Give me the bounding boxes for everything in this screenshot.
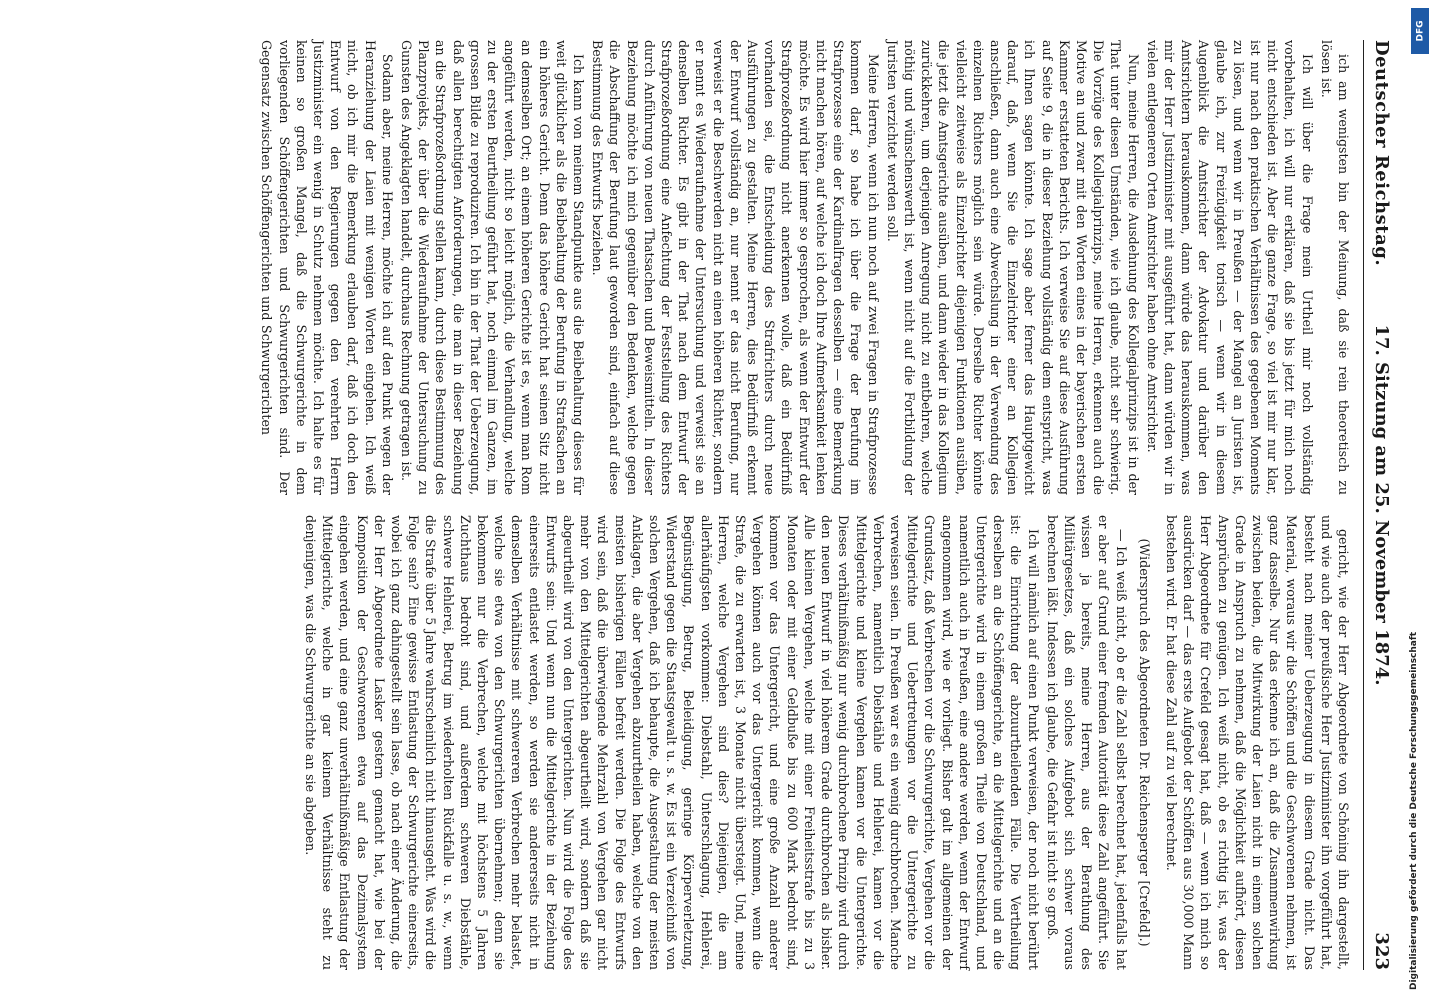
digitization-credit: Digitalisierung gefördert durch die Deutsche Forschungsgemeinschaft: [1409, 631, 1419, 990]
paragraph: — Ich weiß nicht, ob er die Zahl selbst berechnet hat, jedenfalls hat er aber auf Grund einer fremden Autorität diese Zahl angeführt. Sie wissen ja bereits, meine Herren, aus der Berathung des Militärgesetzes, daß ein solches Aufgebot sich schwer voraus berechnen läßt. Indessen ich glaube, die Gefahr ist nicht so groß.: [1044, 515, 1129, 970]
dfg-logo-text: DFG: [1415, 20, 1426, 42]
paragraph: ich am wenigsten bin der Meinung, daß sie rein theoretisch zu lösen ist.: [1318, 40, 1351, 495]
paragraph: Sodann aber, meine Herren, möchte ich auf den Punkt wegen der Heranziehung der Laien mit wenigen Worten eingehen. Ich weiß nicht, ob ich mir die Bemerkung erlauben darf, daß ich doch den Entwurf von den Regierungen gegen den verehrten Herrn Justizminister ein wenig in Schutz nehmen möchte. Ich halte es für keinen so großen Mangel, daß die Schwurgerichte in dem vorliegenden Schöffengerichten und Schwurgerichten sind. Der Gegensatz zwischen Schöffengerichten und Schwurgerichten: [259, 40, 395, 495]
right-column: [302, 515, 1352, 970]
paragraph: Nun, meine Herren, die Ausdehnung des Kollegialprinzips ist in der That unter diesen Umständen, wie ich glaube, nicht sehr schwierig. Die Vorzüge des Kollegialprinzips, meine Herren, erkennen auch die Motive an und zwar mit den Worten eines in der bayerischen ersten Kammer erstatteten Berichts. Ich verweise Sie auf diese Ausführung auf Seite 9, die in dieser Beziehung vollständig dem entspricht, was ich Ihnen sagen könnte. Ich sage aber ferner das Hauptgewicht darauf, daß, wenn Sie die Einzelrichter einer an Kollegien anschließen, dann auch eine Abwechslung in der Verwendung des einzelnen Richters möglich sein würde. Derselbe Richter könnte vielleicht zeitweise als Einzelrichter diejenigen Funktionen ausüben, die jetzt die Amtsgerichte ausüben, und dann wieder in das Kollegium zurückkehren, um derjenigen Anregung nicht zu entbehren, welche nöthig und wünschenswerth ist, wenn nicht auf die Fortbildung der Juristen verzichtet werden soll.: [884, 40, 1141, 495]
digitization-margin: [1385, 0, 1425, 1000]
paragraph: Ich will über die Frage mein Urtheil mir noch vollständig vorbehalten, ich will nur erklären, daß sie bis jetzt für mich noch nicht entschieden ist. Aber die ganze Frage, so viel ist mir nur klar, ist nur nach den praktischen Verhältnissen des gegebenen Moments zu lösen, und wenn wir in Preußen — der Mangel an Juristen ist, glaube ich, zur Freizügigkeit torisch — wenn wir in diesem Augenblick die Amtsrichter der Advokatur und darüber den Amtsrichtern herauskommen, dann würde das herauskommen, was mir der Herr Justizminister mit ausgeführt hat, dann würden wir in vielen entlegeneren Orten Amtsrichter haben ohne Amtsrichter.: [1144, 40, 1315, 495]
paragraph: Ich will nämlich auf einen Punkt verweisen, der noch nicht berührt ist: die Einrichtung der abzuurtheilenden Fälle. Die Vertheilung derselben an die Schöffengerichte, an die Mittelgerichte und an die Untergerichte wird in einem großen Theile von Deutschland, und namentlich auch in Preußen, eine andere werden, wenn der Entwurf angenommen wird, wie er vorliegt. Bisher galt im allgemeinen der Grundsatz, daß Verbrechen vor die Schwurgerichte, Vergehen vor die Mittelgerichte und Uebertretungen vor die Untergerichte zu verweisen seien. In Preußen war es ein wenig durchbrochen. Manche Verbrechen, namentlich Diebstähle und Hehlerei, kamen vor die Mittelgerichte und kleine Vergehen kamen vor die Untergerichte. Dieses verhältnißmäßig nur wenig durchbrochene Prinzip wird durch den neuen Entwurf in viel höherem Grade durchbrochen als bisher. Alle kleinen Vergehen, welche mit einer Freiheitsstrafe bis zu 3 Monaten oder mit einer Geldbuße bis zu 600 Mark bedroht sind, kommen vor das Untergericht, und eine große Anzahl anderer Vergehen können auch vor das Untergericht kommen, wenn die Strafe, die zu erwarten ist, 3 Monate nicht übersteigt. Und, meine Herren, welche Vergehen sind dies? Diejenigen, die am allerhäufigsten vorkommen: Diebstahl, Unterschlagung, Hehlerei, Begünstigung, Betrug, Beleidigung, geringe Körperverletzung, Widerstand gegen die Staatsgewalt u. s. w. Es ist ein Verzeichniß von solchen Vergehen, daß ich behaupte, die Ausgestaltung der meisten Anklagen, die aber Vergehen abzuurtheilen haben, welche von den meisten bisherigen Fällen befreit werden. Die Folge des Entwurfs wird sein, daß die überwiegende Mehrzahl von Vergehen gar nicht mehr von den Mittelgerichten abgeurtheilt wird, sondern daß sie abgeurtheilt wird von den Untergerichten. Nun wird die Folge des Entwurfs sein: Und wenn nun die Mittelgerichte in der Beziehung einerseits entlastet werden, so werden sie andererseits nicht in demselben Verhältnisse mit schwereren Verbrechen mehr belastet, welche sie etwa von den Schwurgerichten übernehmen; denn sie bekommen nur die Verbrechen, welche mit höchstens 5 Jahren Zuchthaus bedroht sind, und außerdem schweren Diebstähle, schwere Hehlerei, Betrug im wiederholten Rückfalle u. s. w., wenn die Strafe über 5 Jahre wahrscheinlich nicht hinausgeht. Was wird die Folge sein? Eine gewisse Entlastung der Schwurgerichte einerseits, wobei ich ganz dahingestellt sein lasse, ob nach einer Änderung, die der Herr Abgeordnete Lasker gestern gemacht hat, wie bei der Komposition der Geschworenen etwa auf das Dezimalsystem eingehen werden, und eine ganz unverhältnißmäßige Entlastung der Mittelgerichte, welche in gar keinem Verhältnisse steht zu denjenigen, was die Schwurgerichte an sie abgeben.: [303, 515, 1041, 970]
left-column: [258, 40, 1352, 495]
paragraph: Ich kann von meinem Standpunkte aus die Beibehaltung dieses für weit glücklicher als die Beibehaltung der Berufung in Strafsachen an ein höheres Gericht. Denn das höhere Gericht hat seinen Sitz nicht an demselben Ort; an einem höheren Gerichte ist es, wenn man Rom angeführt werden, nicht so leicht möglich, die Verhandlung, welche zu der ersten Beurtheilung geführt hat, noch einmal im Ganzen, im grossen Bilde zu reproduziren. Ich bin in der That der Ueberzeugung, daß allen berechtigten Anforderungen, die man in dieser Beziehung an die Strafprozeßordnung stellen kann, durch diese Bestimmung des Planzprojekts, der über die Wiederaufnahme der Untersuchung zu Gunsten des Angeklagten handelt, durchaus Rechnung getragen ist.: [399, 40, 587, 495]
page-number: 323: [1371, 932, 1392, 970]
dfg-logo: [1411, 8, 1429, 54]
interjection-line: (Widerspruch des Abgeordneten Dr. Reichensperger [Crefeld].): [1136, 538, 1152, 947]
session-title: 17. Sitzung am 25. November 1874.: [1371, 324, 1392, 686]
newspaper-page: [56, 0, 1416, 1000]
paragraph: gericht, wie der Herr Abgeordnete von Schöning ihn dargestellt, und wie auch der preußische Herr Justizminister ihn vorgeführt hat, besteht nach meiner Ueberzeugung in diesem Grade nicht. Das Material, woraus wir die Schöffen und die Geschworenen nehmen, ist ganz dasselbe. Nur das erkenne ich an, daß die Zusammenwirkung zwischen beiden, die Mitwirkung der Laien nicht in einem solchen Grade in Anspruch zu nehmen, daß die Möglichkeit aufhört, diesen Ansprüchen zu genügen. Ich weiß nicht, ob es richtig ist, was der Herr Abgeordnete für Crefeld gesagt hat, daß — wenn ich mich so ausdrücken darf — das erste Aufgebot der Schöffen aus 30,000 Mann bestehen wird. Er hat diese Zahl auf zu viel berechnet.: [1163, 515, 1351, 970]
paragraph: Meine Herren, wenn ich nun noch auf zwei Fragen in Strafprozesse kommen darf, so habe ich über die Frage der Berufung im Strafprozesse eine der Kardinalfragen desselben — eine Bemerkung nicht machen hören, auf welche ich doch Ihre Aufmerksamkeit lenken möchte. Es wird hier immer so gesprochen, als wenn der Entwurf der Strafprozeßordnung nicht anerkennen wolle, daß ein Bedürfniß vorhanden sei, die Entscheidung des Strafrichters durch neue Ausführungen zu gestalten. Meine Herren, dies Bedürfniß erkennt der Entwurf vollständig an, nur nennt er das nicht Berufung, nur verweist er die Beschwerden nicht an einen höheren Richter, sondern er nennt es Wiederaufnahme der Untersuchung und verweist sie an denselben Richter. Es gibt in der That nach dem Entwurf der Strafprozeßordnung eine Anfechtung der Feststellung des Richters durch Anführung von neuen Thatsachen und Beweismitteln. In dieser Beziehung möchte ich mich gegenüber den Bedenken, welche gegen die Abschaffung der Berufung laut geworden sind, einfach auf diese Bestimmung des Entwurfs beziehen.: [590, 40, 881, 495]
publication-title: Deutscher Reichstag.: [1371, 40, 1392, 267]
